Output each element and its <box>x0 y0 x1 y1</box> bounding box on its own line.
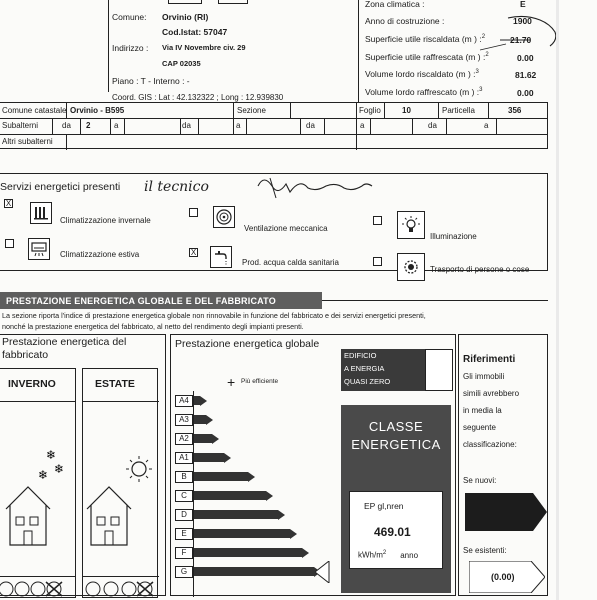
riferimenti-title: Riferimenti <box>463 354 516 365</box>
prestazione-band-title: PRESTAZIONE ENERGETICA GLOBALE E DEL FABBRICATO <box>6 295 276 306</box>
checkbox-illuminazione[interactable] <box>373 216 382 225</box>
header-mid-border <box>358 0 359 102</box>
riferimenti-line-4: seguente <box>463 423 496 432</box>
coord-gis: Coord. GIS : Lat : 42.132322 ; Long : 12.939830 <box>112 93 284 102</box>
subalterni-da-3: da <box>306 121 315 130</box>
servizio-acqua-calda: Prod. acqua calda sanitaria <box>242 258 339 267</box>
header-top-strip <box>108 0 258 8</box>
quasi-zero-box <box>341 349 425 391</box>
foglio-value: 10 <box>402 106 411 115</box>
sup-raffrescata-label: Superficie utile raffrescata (m ) :$^2$ <box>365 51 489 62</box>
svg-text:❄: ❄ <box>38 468 49 482</box>
subalterni-a: a <box>114 121 119 130</box>
fabbricato-title-2: fabbricato <box>2 349 49 361</box>
ep-value: 469.01 <box>374 525 411 539</box>
se-nuovi-arrow <box>465 493 547 531</box>
zona-climatica-value: E <box>520 0 526 9</box>
sup-riscaldata-value: 21.70 <box>510 35 532 45</box>
foglio-label: Foglio <box>359 106 381 115</box>
cap-value: CAP 02035 <box>162 59 201 68</box>
servizio-clim-invernale: Climatizzazione invernale <box>60 216 151 225</box>
svg-text:❄: ❄ <box>54 462 65 476</box>
servizio-illuminazione: Illuminazione <box>430 232 477 241</box>
faucet-icon <box>210 246 232 268</box>
comune-label: Comune: <box>112 12 147 22</box>
class-label-f: F <box>175 547 193 559</box>
ac-unit-icon <box>28 238 50 260</box>
catasto-table <box>0 102 548 149</box>
checkbox-clim-invernale[interactable]: X <box>5 199 12 208</box>
house-snow-icon <box>0 429 76 549</box>
servizio-trasporto: Trasporto di persone o cose <box>430 265 530 274</box>
page-right-edge <box>556 0 559 600</box>
se-esistenti-label: Se esistenti: <box>463 546 507 555</box>
class-label-a3: A3 <box>175 414 193 426</box>
subalterni-value: 2 <box>86 121 91 130</box>
checkbox-ventilazione[interactable] <box>189 208 198 217</box>
piu-efficiente: Più efficiente <box>241 378 279 385</box>
subalterni-a-3: a <box>360 121 365 130</box>
particella-label: Particella <box>442 106 475 115</box>
cod-istat: Cod.Istat: 57047 <box>162 27 228 37</box>
servizi-title: Servizi energetici presenti <box>0 181 121 193</box>
anno-costruzione-value: 1900 <box>513 16 532 26</box>
comune-catastale-label: Comune catastale <box>2 106 67 115</box>
ep-box <box>349 491 443 569</box>
inverno-label: INVERNO <box>8 378 56 390</box>
riferimenti-line-2: simili avrebbero <box>463 389 520 398</box>
quasi-zero-line-2: A ENERGIA <box>344 364 385 373</box>
riferimenti-line-3: in media la <box>463 406 502 415</box>
fabbricato-box <box>0 334 166 596</box>
vol-riscaldato-value: 81.62 <box>515 70 537 80</box>
comune-catastale-value: Orvinio - B595 <box>70 106 125 115</box>
globale-title: Prestazione energetica globale <box>175 338 320 350</box>
vol-raffrescato-label: Volume lordo raffrescato (m ) :$^3$ <box>365 86 483 97</box>
altri-subalterni-label: Altri subalterni <box>2 137 53 146</box>
radiator-icon <box>30 202 52 224</box>
house-sun-icon <box>83 429 159 549</box>
plus-icon: + <box>227 374 236 390</box>
class-label-a1: A1 <box>175 452 193 464</box>
servizio-clim-estiva: Climatizzazione estiva <box>60 250 140 259</box>
subalterni-label: Subalterni <box>2 121 39 130</box>
piano-value: Piano : T - Interno : - <box>112 76 190 86</box>
particella-value: 356 <box>508 106 522 115</box>
riferimenti-line-5: classificazione: <box>463 440 517 449</box>
svg-text:il tecnico: il tecnico <box>144 179 209 195</box>
inverno-panel <box>0 368 76 598</box>
sezione-label: Sezione <box>237 106 266 115</box>
class-label-a4: A4 <box>175 395 193 407</box>
class-label-d: D <box>175 509 193 521</box>
sup-raffrescata-value: 0.00 <box>517 53 534 63</box>
fan-icon <box>213 206 235 228</box>
classe-energetica-line-2: ENERGETICA <box>351 437 441 452</box>
class-label-g: G <box>175 566 193 578</box>
svg-text:❄: ❄ <box>46 448 57 462</box>
ep-label: EP gl,nren <box>364 501 404 511</box>
vol-raffrescato-value: 0.00 <box>517 88 534 98</box>
prestazione-band <box>0 292 322 309</box>
checkbox-trasporto[interactable] <box>373 257 382 266</box>
ep-unit: kWh/$m^2$ anno <box>358 550 419 560</box>
checkbox-clim-estiva[interactable] <box>5 239 14 248</box>
anno-costruzione-label: Anno di costruzione : <box>365 16 445 26</box>
prestazione-intro-1: La sezione riporta l'indice di prestazione energetica globale non rinnovabile in funzione del fabbricato e dei servizi energetici presenti, <box>2 311 426 320</box>
header-left-border <box>108 0 109 92</box>
servizi-section <box>0 173 548 274</box>
energy-scale <box>175 395 335 595</box>
estate-label: ESTATE <box>95 378 135 390</box>
vol-riscaldato-label: Volume lordo riscaldato (m ) :$^3$ <box>365 68 479 79</box>
band-rule <box>322 300 548 301</box>
quasi-zero-line-3: QUASI ZERO <box>344 377 391 386</box>
subalterni-da-4: da <box>428 121 437 130</box>
subalterni-a-4: a <box>484 121 489 130</box>
servizio-ventilazione: Ventilazione meccanica <box>244 224 328 233</box>
indirizzo-value: Via IV Novembre civ. 29 <box>162 43 246 52</box>
subalterni-da: da <box>62 121 71 130</box>
class-label-b: B <box>175 471 193 483</box>
comune-value: Orvinio (RI) <box>162 12 209 22</box>
classe-energetica-line-1: CLASSE <box>368 419 424 434</box>
fabbricato-title-1: Prestazione energetica del <box>2 336 127 348</box>
inverno-smileys <box>0 579 76 599</box>
riferimenti-box <box>458 334 548 596</box>
estate-panel <box>82 368 158 598</box>
checkbox-acqua-calda[interactable]: X <box>190 248 197 257</box>
lightbulb-icon <box>397 211 425 239</box>
handwritten-marks <box>470 10 570 60</box>
elevator-gear-icon <box>397 253 425 281</box>
class-label-e: E <box>175 528 193 540</box>
prestazione-intro-2: nonché la prestazione energetica del fabbricato, al netto del rendimento degli impianti presenti. <box>2 322 304 331</box>
se-esistenti-value: (0.00) <box>491 572 515 582</box>
subalterni-da-2: da <box>182 121 191 130</box>
handwritten-signature <box>140 172 380 202</box>
se-nuovi-label: Se nuovi: <box>463 476 497 485</box>
class-label-c: C <box>175 490 193 502</box>
subalterni-a-2: a <box>236 121 241 130</box>
quasi-zero-line-1: EDIFICIO <box>344 351 377 360</box>
indirizzo-label: Indirizzo : <box>112 43 149 53</box>
zona-climatica-label: Zona climatica : <box>365 0 425 9</box>
selected-class-marker <box>315 561 339 583</box>
class-label-a2: A2 <box>175 433 193 445</box>
sup-riscaldata-label: Superficie utile riscaldata (m ) :$^2$ <box>365 33 486 44</box>
classe-energetica-panel <box>341 405 451 593</box>
riferimenti-line-1: Gli immobili <box>463 372 505 381</box>
globale-box <box>170 334 456 596</box>
estate-smileys <box>83 579 159 599</box>
